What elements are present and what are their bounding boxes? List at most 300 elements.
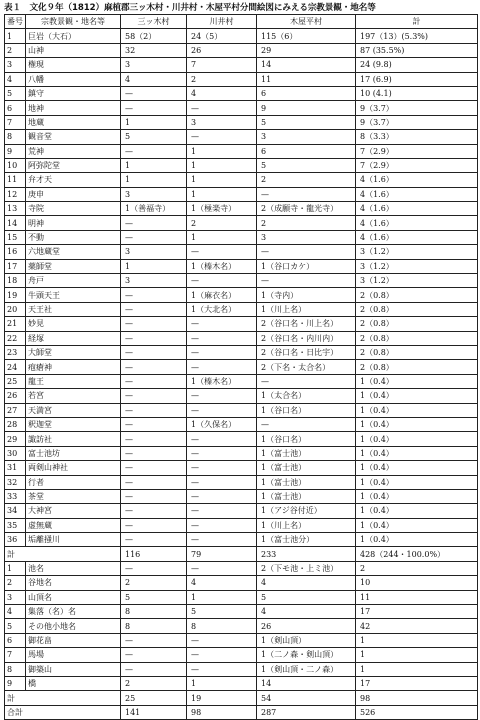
cell-number: 6 (5, 101, 26, 115)
table-row (5, 43, 478, 57)
cell-mitsugi: — (121, 345, 187, 359)
cell-number: 34 (5, 504, 26, 518)
table-row (5, 158, 478, 172)
cell-kawai: 1 (187, 144, 257, 158)
cell-total: 1（0.4） (356, 461, 478, 475)
cell-number: 7 (5, 115, 26, 129)
cell-number: 計 (5, 547, 121, 561)
cell-item: 天満宮 (26, 403, 121, 417)
cell-kawai: — (187, 533, 257, 547)
table-row (5, 130, 478, 144)
cell-mitsugi: — (121, 561, 187, 575)
table-row (5, 259, 478, 273)
grand-total-row (5, 705, 478, 719)
cell-number: 4 (5, 605, 26, 619)
cell-koyadaira: 2 (257, 216, 356, 230)
cell-number: 3 (5, 58, 26, 72)
cell-mitsugi: — (121, 648, 187, 662)
cell-total: 3（1.2） (356, 259, 478, 273)
cell-mitsugi: — (121, 417, 187, 431)
cell-mitsugi: — (121, 403, 187, 417)
cell-total: 1（0.4） (356, 533, 478, 547)
cell-item: 大師堂 (26, 345, 121, 359)
cell-kawai: 7 (187, 58, 257, 72)
cell-kawai: — (187, 518, 257, 532)
cell-number: 31 (5, 461, 26, 475)
cell-koyadaira: 26 (257, 619, 356, 633)
cell-total: 3（1.2） (356, 274, 478, 288)
cell-koyadaira: 6 (257, 86, 356, 100)
cell-kawai: 1 (187, 173, 257, 187)
cell-kawai: — (187, 317, 257, 331)
table-row (5, 173, 478, 187)
cell-item: 鎮守 (26, 86, 121, 100)
table-body (5, 29, 478, 720)
cell-koyadaira: 1（寺内） (257, 288, 356, 302)
cell-number: 29 (5, 432, 26, 446)
cell-item: 妙見 (26, 317, 121, 331)
cell-number: 15 (5, 230, 26, 244)
cell-item: 薬師堂 (26, 259, 121, 273)
cell-item: 茶堂 (26, 489, 121, 503)
cell-item: 山神 (26, 43, 121, 57)
cell-koyadaira: 29 (257, 43, 356, 57)
cell-item: 両剣山神社 (26, 461, 121, 475)
table-row (5, 187, 478, 201)
cell-kawai: 1（榛木名） (187, 374, 257, 388)
cell-kawai: — (187, 648, 257, 662)
cell-koyadaira: 1（剣山頂・二ノ森） (257, 662, 356, 676)
cell-number: 5 (5, 619, 26, 633)
cell-total: 1（0.4） (356, 432, 478, 446)
religion-place-table (4, 14, 478, 720)
table-row (5, 475, 478, 489)
cell-number: 30 (5, 446, 26, 460)
cell-number: 8 (5, 662, 26, 676)
cell-kawai: — (187, 662, 257, 676)
cell-kawai: 79 (187, 547, 257, 561)
cell-koyadaira: 3 (257, 230, 356, 244)
cell-number: 24 (5, 360, 26, 374)
cell-koyadaira: 1（富士池） (257, 461, 356, 475)
cell-total: 2（0.8） (356, 360, 478, 374)
table-row (5, 288, 478, 302)
cell-kawai: — (187, 331, 257, 345)
cell-item: 池名 (26, 561, 121, 575)
cell-item: 権現 (26, 58, 121, 72)
table-row (5, 360, 478, 374)
cell-total: 2（0.8） (356, 345, 478, 359)
cell-total: 7（2.9） (356, 158, 478, 172)
cell-mitsugi: 3 (121, 58, 187, 72)
cell-koyadaira: 2（成願寺・龍光寺） (257, 202, 356, 216)
cell-mitsugi: — (121, 374, 187, 388)
cell-koyadaira: 2（谷口名・日比宇） (257, 345, 356, 359)
table-row (5, 86, 478, 100)
cell-number: 3 (5, 590, 26, 604)
cell-number: 27 (5, 403, 26, 417)
header-item: 宗教景観・地名等 (26, 15, 121, 29)
table-row (5, 403, 478, 417)
cell-item: 龍王 (26, 374, 121, 388)
cell-kawai: 98 (187, 705, 257, 719)
cell-mitsugi: 5 (121, 590, 187, 604)
cell-number: 1 (5, 29, 26, 43)
cell-mitsugi: 3 (121, 187, 187, 201)
cell-koyadaira: 287 (257, 705, 356, 719)
cell-item: 阿弥陀堂 (26, 158, 121, 172)
cell-item: 六地蔵堂 (26, 245, 121, 259)
cell-kawai: 4 (187, 576, 257, 590)
cell-number: 11 (5, 173, 26, 187)
table-caption: 表１ 文化９年（1812）麻植郡三ッ木村・川井村・木屋平村分間絵図にみえる宗教景観・地名等 (4, 3, 376, 13)
cell-kawai: — (187, 130, 257, 144)
cell-item: 谷地名 (26, 576, 121, 590)
cell-mitsugi: 1（善福寺） (121, 202, 187, 216)
cell-koyadaira: 5 (257, 115, 356, 129)
cell-kawai: 1 (187, 230, 257, 244)
cell-item: 富士池坊 (26, 446, 121, 460)
cell-mitsugi: — (121, 475, 187, 489)
header-row (5, 15, 478, 29)
cell-total: 526 (356, 705, 478, 719)
cell-mitsugi: — (121, 317, 187, 331)
cell-mitsugi: — (121, 662, 187, 676)
table-row (5, 72, 478, 86)
cell-kawai: — (187, 475, 257, 489)
cell-number: 5 (5, 86, 26, 100)
cell-kawai: — (187, 403, 257, 417)
cell-total: 42 (356, 619, 478, 633)
cell-koyadaira: 2（下モ池・上ミ池） (257, 561, 356, 575)
cell-koyadaira: 2（谷口名・川上名） (257, 317, 356, 331)
cell-total: 8（3.3） (356, 130, 478, 144)
cell-mitsugi: 4 (121, 72, 187, 86)
cell-mitsugi: — (121, 144, 187, 158)
cell-total: 11 (356, 590, 478, 604)
cell-kawai: — (187, 446, 257, 460)
cell-number: 28 (5, 417, 26, 431)
cell-mitsugi: 1 (121, 115, 187, 129)
cell-total: 98 (356, 691, 478, 705)
cell-mitsugi: 5 (121, 130, 187, 144)
cell-koyadaira: 4 (257, 576, 356, 590)
header-koyadaira: 木屋平村 (257, 15, 356, 29)
cell-number: 23 (5, 345, 26, 359)
cell-item: 寺院 (26, 202, 121, 216)
cell-koyadaira: 11 (257, 72, 356, 86)
cell-koyadaira: 2（谷口名・内川内） (257, 331, 356, 345)
header-total: 計 (356, 15, 478, 29)
cell-koyadaira: 115（6） (257, 29, 356, 43)
cell-kawai: — (187, 274, 257, 288)
cell-mitsugi: 1 (121, 158, 187, 172)
table-header (5, 15, 478, 29)
cell-koyadaira: — (257, 245, 356, 259)
cell-kawai: — (187, 101, 257, 115)
cell-number: 17 (5, 259, 26, 273)
table-row (5, 374, 478, 388)
table-row (5, 331, 478, 345)
cell-mitsugi: — (121, 432, 187, 446)
cell-koyadaira: 1（富士池分） (257, 533, 356, 547)
table-row (5, 446, 478, 460)
cell-number: 計 (5, 691, 121, 705)
cell-total: 3（1.2） (356, 245, 478, 259)
cell-number: 4 (5, 72, 26, 86)
cell-mitsugi: 8 (121, 619, 187, 633)
cell-item: 天王社 (26, 302, 121, 316)
cell-number: 6 (5, 633, 26, 647)
cell-total: 4（1.6） (356, 216, 478, 230)
cell-koyadaira: 4 (257, 605, 356, 619)
cell-total: 1（0.4） (356, 504, 478, 518)
table-row (5, 518, 478, 532)
cell-mitsugi: — (121, 360, 187, 374)
cell-total: 2（0.8） (356, 288, 478, 302)
cell-item: 庚申 (26, 187, 121, 201)
cell-total: 1（0.4） (356, 489, 478, 503)
cell-total: 1（0.4） (356, 374, 478, 388)
table-row (5, 461, 478, 475)
cell-total: 1（0.4） (356, 389, 478, 403)
cell-total: 17 (356, 676, 478, 690)
table-row (5, 417, 478, 431)
cell-total: 17 (356, 605, 478, 619)
cell-item: 山頂名 (26, 590, 121, 604)
cell-kawai: — (187, 633, 257, 647)
cell-mitsugi: — (121, 518, 187, 532)
cell-item: 集落（名）名 (26, 605, 121, 619)
cell-total: 1 (356, 648, 478, 662)
cell-kawai: — (187, 345, 257, 359)
cell-item: 地蔵 (26, 115, 121, 129)
cell-item: その他小地名 (26, 619, 121, 633)
table-row (5, 662, 478, 676)
cell-total: 1 (356, 633, 478, 647)
cell-total: 10 (4.1) (356, 86, 478, 100)
cell-total: 1（0.4） (356, 446, 478, 460)
table-row (5, 29, 478, 43)
cell-total: 2（0.8） (356, 302, 478, 316)
table-row (5, 561, 478, 575)
cell-number: 35 (5, 518, 26, 532)
header-kawai: 川井村 (187, 15, 257, 29)
cell-koyadaira: — (257, 274, 356, 288)
cell-number: 18 (5, 274, 26, 288)
cell-number: 8 (5, 130, 26, 144)
cell-number: 10 (5, 158, 26, 172)
cell-number: 22 (5, 331, 26, 345)
cell-total: 2（0.8） (356, 317, 478, 331)
cell-total: 2（0.8） (356, 331, 478, 345)
cell-mitsugi: — (121, 302, 187, 316)
cell-number: 7 (5, 648, 26, 662)
table-row (5, 115, 478, 129)
cell-item: 荒神 (26, 144, 121, 158)
cell-mitsugi: 116 (121, 547, 187, 561)
table-row (5, 58, 478, 72)
cell-total: 87 (35.5%) (356, 43, 478, 57)
cell-mitsugi: — (121, 633, 187, 647)
table-row (5, 202, 478, 216)
cell-koyadaira: 1（アジ谷付近） (257, 504, 356, 518)
cell-number: 19 (5, 288, 26, 302)
place-subtotal-row (5, 691, 478, 705)
cell-kawai: 4 (187, 86, 257, 100)
cell-koyadaira: 1（川上名） (257, 518, 356, 532)
cell-number: 25 (5, 374, 26, 388)
cell-mitsugi: — (121, 533, 187, 547)
cell-koyadaira: 14 (257, 676, 356, 690)
cell-kawai: 26 (187, 43, 257, 57)
cell-kawai: 24（5） (187, 29, 257, 43)
cell-koyadaira: — (257, 187, 356, 201)
cell-total: 1（0.4） (356, 417, 478, 431)
table-row (5, 317, 478, 331)
table-row (5, 389, 478, 403)
cell-number: 20 (5, 302, 26, 316)
cell-item: 八幡 (26, 72, 121, 86)
cell-item: 橋 (26, 676, 121, 690)
cell-kawai: 1（麻衣名） (187, 288, 257, 302)
cell-item: 垢離掻川 (26, 533, 121, 547)
cell-mitsugi: 2 (121, 676, 187, 690)
cell-koyadaira: 5 (257, 590, 356, 604)
cell-mitsugi: — (121, 101, 187, 115)
table-row (5, 274, 478, 288)
table-row (5, 590, 478, 604)
cell-koyadaira: 1（富士池） (257, 489, 356, 503)
cell-total: 4（1.6） (356, 230, 478, 244)
cell-total: 428（244・100.0%） (356, 547, 478, 561)
cell-item: 弁才天 (26, 173, 121, 187)
cell-item: 不動 (26, 230, 121, 244)
cell-kawai: — (187, 360, 257, 374)
cell-number: 2 (5, 576, 26, 590)
cell-item: 観音堂 (26, 130, 121, 144)
cell-number: 32 (5, 475, 26, 489)
cell-number: 13 (5, 202, 26, 216)
cell-mitsugi: 8 (121, 605, 187, 619)
table-row (5, 619, 478, 633)
cell-item: 若宮 (26, 389, 121, 403)
header-mitsugi: 三ッ木村 (121, 15, 187, 29)
cell-mitsugi: 3 (121, 274, 187, 288)
cell-kawai: — (187, 389, 257, 403)
cell-kawai: — (187, 489, 257, 503)
cell-mitsugi: — (121, 389, 187, 403)
cell-item: 牛頭天王 (26, 288, 121, 302)
cell-kawai: — (187, 461, 257, 475)
table-row (5, 216, 478, 230)
cell-mitsugi: 1 (121, 259, 187, 273)
cell-kawai: 3 (187, 115, 257, 129)
cell-number: 33 (5, 489, 26, 503)
cell-mitsugi: 58（2） (121, 29, 187, 43)
cell-total: 1（0.4） (356, 518, 478, 532)
cell-kawai: 2 (187, 72, 257, 86)
table-row (5, 633, 478, 647)
cell-total: 1（0.4） (356, 403, 478, 417)
cell-koyadaira: — (257, 374, 356, 388)
header-number: 番号 (5, 15, 26, 29)
cell-koyadaira: 2 (257, 173, 356, 187)
cell-item: 巨岩（大石） (26, 29, 121, 43)
cell-kawai: 1（極楽寺） (187, 202, 257, 216)
cell-mitsugi: — (121, 86, 187, 100)
cell-kawai: 8 (187, 619, 257, 633)
cell-kawai: 2 (187, 216, 257, 230)
cell-total: 2 (356, 561, 478, 575)
cell-total: 1 (356, 662, 478, 676)
cell-kawai: 1（久保名） (187, 417, 257, 431)
cell-item: 地神 (26, 101, 121, 115)
cell-kawai: 19 (187, 691, 257, 705)
cell-number: 9 (5, 676, 26, 690)
cell-total: 1（0.4） (356, 475, 478, 489)
cell-kawai: — (187, 245, 257, 259)
cell-koyadaira: 1（谷口カケ） (257, 259, 356, 273)
cell-total: 17 (6.9) (356, 72, 478, 86)
cell-number: 12 (5, 187, 26, 201)
cell-number: 21 (5, 317, 26, 331)
cell-kawai: 1（大北名） (187, 302, 257, 316)
cell-kawai: 1 (187, 676, 257, 690)
cell-kawai: 1 (187, 590, 257, 604)
cell-total: 4（1.6） (356, 202, 478, 216)
cell-koyadaira: 2（下名・太合名） (257, 360, 356, 374)
cell-mitsugi: — (121, 446, 187, 460)
table-row (5, 605, 478, 619)
cell-koyadaira: 3 (257, 130, 356, 144)
cell-item: 御築山 (26, 662, 121, 676)
cell-mitsugi: 1 (121, 173, 187, 187)
cell-item: 諏訪社 (26, 432, 121, 446)
religion-subtotal-row (5, 547, 478, 561)
table-row (5, 245, 478, 259)
cell-kawai: 1 (187, 187, 257, 201)
cell-item: 釈迦堂 (26, 417, 121, 431)
cell-number: 26 (5, 389, 26, 403)
cell-number: 16 (5, 245, 26, 259)
cell-number: 36 (5, 533, 26, 547)
cell-koyadaira: 6 (257, 144, 356, 158)
cell-koyadaira: 9 (257, 101, 356, 115)
cell-koyadaira: 14 (257, 58, 356, 72)
cell-mitsugi: — (121, 288, 187, 302)
cell-mitsugi: 32 (121, 43, 187, 57)
cell-item: 虚無蔵 (26, 518, 121, 532)
cell-number: 合計 (5, 705, 121, 719)
table-row (5, 676, 478, 690)
cell-koyadaira: 1（富士池） (257, 446, 356, 460)
cell-total: 9（3.7） (356, 101, 478, 115)
cell-kawai: — (187, 504, 257, 518)
cell-item: 舟戸 (26, 274, 121, 288)
cell-total: 9（3.7） (356, 115, 478, 129)
cell-koyadaira: — (257, 417, 356, 431)
cell-koyadaira: 1（川上名） (257, 302, 356, 316)
cell-koyadaira: 1（太合名） (257, 389, 356, 403)
cell-koyadaira: 1（谷口名） (257, 403, 356, 417)
cell-item: 明神 (26, 216, 121, 230)
cell-number: 1 (5, 561, 26, 575)
cell-number: 14 (5, 216, 26, 230)
cell-mitsugi: — (121, 216, 187, 230)
table-row (5, 533, 478, 547)
cell-kawai: — (187, 432, 257, 446)
